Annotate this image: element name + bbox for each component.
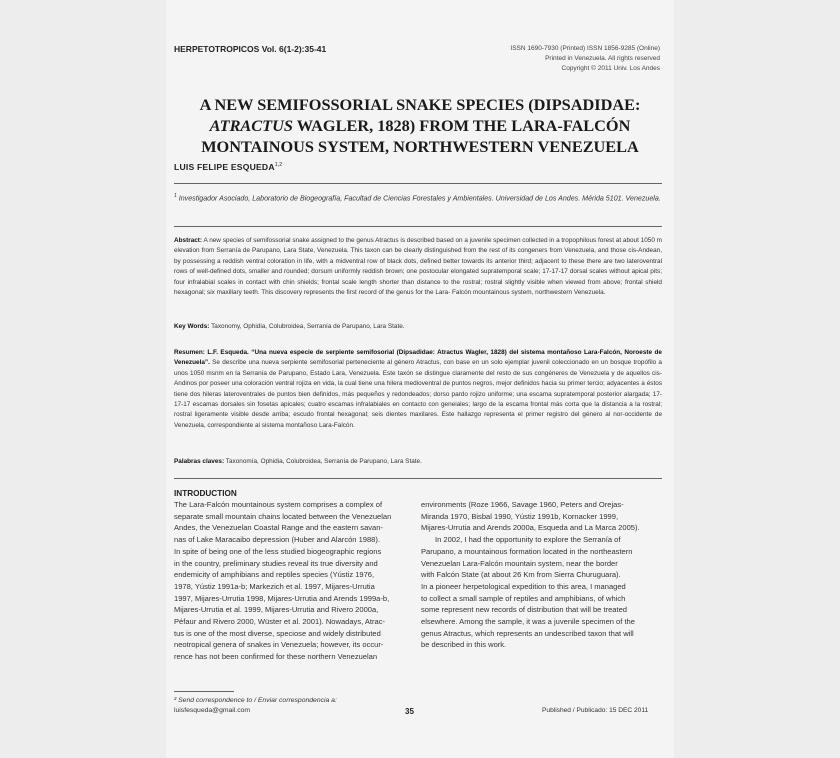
text-line: In 2002, I had the opportunity to explore the Serranía of: [435, 535, 621, 545]
column-right: [421, 499, 661, 651]
text-line: Mijares-Urrutia and Arends 2000a, Esqueda and La Marca 2005).: [421, 523, 640, 533]
journal-header: HERPETOTROPICOS Vol. 6(1-2):35-41: [174, 44, 327, 54]
text-line: elsewhere. Among the sample, it was a juvenile specimen of the: [421, 617, 635, 627]
page-number: 35: [405, 707, 414, 716]
column-left: [174, 499, 406, 663]
text-line: In spite of being one of the less studied biogeographic regions: [174, 546, 382, 556]
title-line: MONTAINOUS SYSTEM, NORTHWESTERN VENEZUELA: [201, 137, 639, 156]
text-line: some represent new records of distribution that will be treated: [421, 605, 627, 615]
text-line: rence has not been confirmed for these northern Venezuelan: [174, 652, 378, 662]
text-line: genus Atractus, which represents an undescribed taxon that will: [421, 628, 634, 638]
text-line: Andes, the Venezuelan Coastal Range and the eastern savan-: [174, 523, 383, 533]
article-title: [168, 94, 672, 157]
footnote-email[interactable]: luisfesqueda@gmail.com: [174, 707, 251, 714]
text-line: tus is one of the most diverse, speciose and widely distributed: [174, 628, 381, 638]
published-date: Published / Publicado: 15 DEC 2011: [542, 707, 649, 714]
divider: [174, 183, 662, 184]
resumen: Resumen: L.F. Esqueda. “Una nueva especie de serpiente semifosorial (Dipsadidae: Atractus Wagler, 1828) del sistema montañoso Lara-Falcón, Noroeste de Venezuela”. Se describe una nueva serpiente semifosorial perteneciente al género Atractus, con base en un solo ejemplar juvenil coleccionado en un bosque tropófilo a unos 1050 msnm en la Serranía de Parupano, Estado Lara, Venezuela. Este taxón se distingue claramente del resto de sus congéneres de Venezuela y de aquellos cis-Andinos por poseer una coloración ventral rojiza en vida, la cual tiene una hilera medioventral de puntos negros, mejor definidos hacia su primer tercio; adyacentes a éstos tiene dos hileras lateroventrales de puntos bien definidos, más pequeños y redondeados; dorso pardo rojizo uniforme; una escama supratemporal posterior alargada; 17-17-17 escamas dorsales sin fosetas apicales; cuatro escamas infralabiales en contacto con geneiales; largo de la escama frontal más corta que la distancia a la rostral; rostral ligeramente visible desde arriba; escudo frontal hexagonal; seis dientes maxilares. Este hallazgo representa el primer registro del género al nor-occidente de Venezuela, correspondiente al sistema montañoso Lara-Falcón.: [174, 349, 662, 429]
text-line: separate small mountain chains located between the Venezuelan: [174, 511, 392, 521]
keywords: Key Words: Taxonomy, Ophidia, Colubroidea, Serranía de Parupano, Lara State.: [174, 323, 405, 330]
divider: [174, 478, 662, 479]
text-line: to collect a small sample of reptiles and amphibians, of which: [421, 593, 626, 603]
text-line: 1978, Yústiz 1991a-b; Markezich et al. 1997, Mijares-Urrutia: [174, 581, 375, 591]
footnote: [174, 696, 337, 716]
text-line: The Lara-Falcón mountainous system comprises a complex of: [174, 500, 383, 509]
text-line: be described in this work.: [421, 640, 507, 650]
text-line: endemicity of amphibians and reptiles species (Yústiz 1976,: [174, 570, 375, 580]
palabras-claves: Palabras claves: Taxonomía, Ophidia, Colubroidea, Serranía de Parupano, Lara State.: [174, 458, 422, 465]
issn-line: ISSN 1690-7930 (Printed) ISSN 1856-9285 (Online): [510, 45, 660, 52]
divider: [174, 226, 662, 227]
text-line: Miranda 1970, Bisbal 1990, Yústiz 1991b, Kornacker 1999,: [421, 511, 619, 521]
text-line: Venezuelan Lara-Falcón mountain system, near the border: [421, 558, 618, 568]
footnote-line: ² Send correspondence to / Enviar correspondencia a:: [174, 697, 337, 704]
issn-line: Printed in Venezuela. All rights reserved: [545, 55, 660, 62]
footnote-rule: [174, 691, 234, 692]
text-line: Péfaur and Rivero 2000, Wüster et al. 2001). Nowadays, Atrac-: [174, 617, 385, 627]
text-line: In a pioneer herpetological expedition to this area, I managed: [421, 581, 626, 591]
affiliation: $^1$ Investigador Asociado, Laboratorio de Biogeografía, Facultad de Ciencias Forestales y Ambientales. Universidad de Los Andes. Mérida 5101. Venezuela.: [174, 193, 661, 203]
text-line: 1997, Mijares-Urrutia 1998, Mijares-Urrutia and Arends 1999a-b,: [174, 593, 390, 603]
text-line: Mijares-Urrutia et al. 1999, Mijares-Urrutia and Rivero 2000a,: [174, 605, 379, 615]
text-line: nas of Lake Maracaibo depression (Huber and Alarcón 1988).: [174, 535, 380, 545]
abstract: Abstract: A new species of semifossorial snake assigned to the genus Atractus is described based on a juvenile specimen collected in a tropophilous forest at about 1050 m elevation from Serranía de Parupano, Lara State, Venezuela. This taxon can be clearly distinguished from the rest of its congeners from Venezuela, and those cis-Andean, by possessing a reddish ventral coloration in life, with a midventral row of black dots, defined better towards its anterior third; adjacent to these there are two lateroventral rows of well-defined dots, smaller and rounded; dorsum uniformly reddish brown; one postocular elongated supratemporal scale; 17-17-17 dorsal scales without apical pits; four infralabial scales in contact with chin shields; frontal scale length shorter than distance to the rostral; rostral slightly visible when viewed from above; frontal shield hexagonal; six maxillary teeth. This discovery represents the first record of the genus for the Lara- Falcón mountainous system, northwestern Venezuela.: [174, 237, 662, 297]
text-line: Parupano, a mountainous formation located in the northeastern: [421, 546, 633, 556]
text-line: neotropical genera of snakes in Venezuela; however, its occur-: [174, 640, 384, 650]
author-name: LUIS FELIPE ESQUEDA$^{1,2}$: [174, 162, 283, 172]
issn-line: Copyright © 2011 Univ. Los Andes: [561, 65, 660, 72]
section-heading: INTRODUCTION: [174, 489, 237, 498]
text-line: in the country, preliminary studies reveal its true diversity and: [174, 558, 378, 568]
issn-block: [470, 44, 660, 74]
title-genus: ATRACTUS: [209, 116, 293, 135]
text-line: with Falcón State (at about 26 Km from Sierra Churuguara).: [421, 570, 621, 580]
title-line: ATRACTUS WAGLER, 1828) FROM THE LARA-FALCÓN: [209, 116, 631, 135]
title-line: A NEW SEMIFOSSORIAL SNAKE SPECIES (DIPSADIDAE:: [199, 95, 641, 114]
text-line: environments (Roze 1966, Savage 1960, Peters and Orejas-: [421, 500, 624, 509]
